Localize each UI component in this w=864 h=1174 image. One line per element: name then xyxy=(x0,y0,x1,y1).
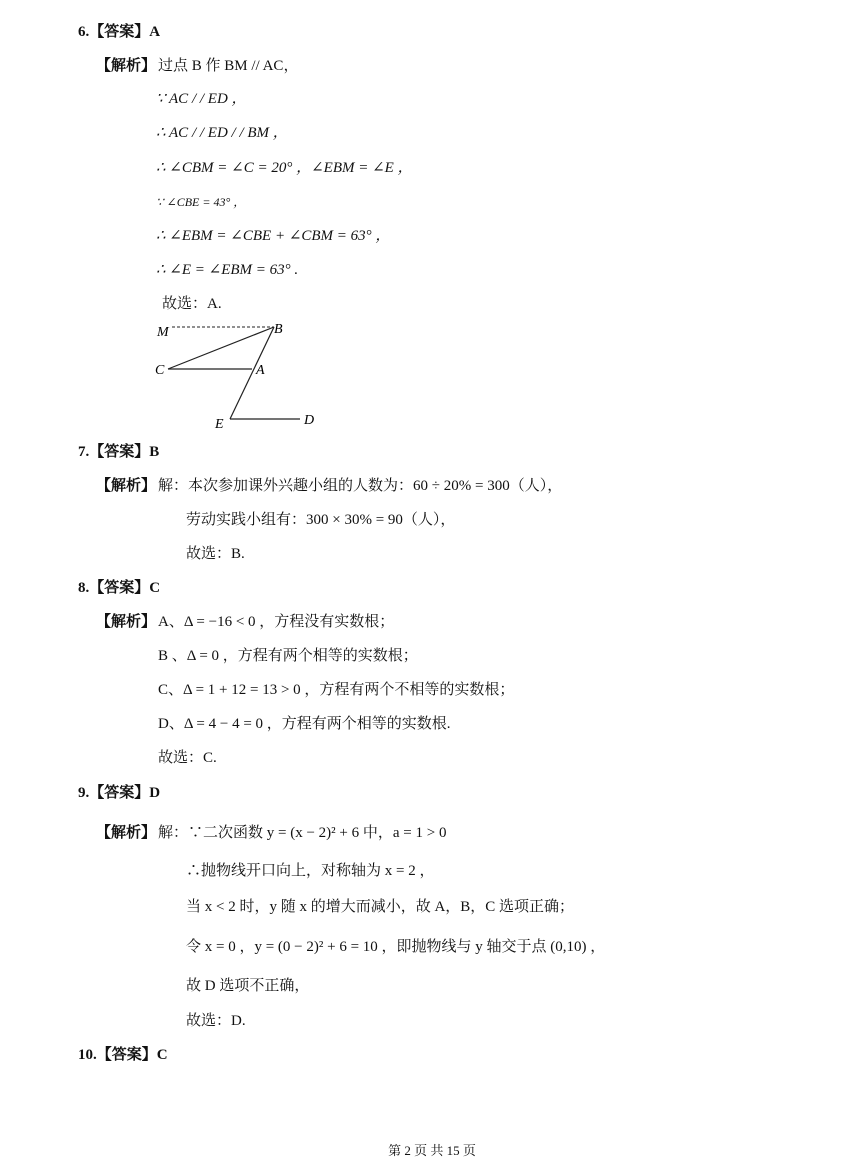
q6-line-1: 过点 B 作 BM // AC， xyxy=(158,58,299,74)
q7-line-1: 解：本次参加课外兴趣小组的人数为：60 ÷ 20% = 300（人）， xyxy=(158,478,563,494)
label-A: A xyxy=(256,363,265,378)
q6-line-6: ∴ ∠EBM = ∠CBE + ∠CBM = 63° ， xyxy=(156,228,391,244)
q6-answer-header: 6.【答案】A xyxy=(78,24,161,40)
label-D: D xyxy=(304,413,315,428)
q8-line-2: B 、Δ = 0 ，方程有两个相等的实数根； xyxy=(158,648,418,664)
q8-analysis-label: 【解析】 xyxy=(96,614,157,630)
q9-line-1: 解：∵二次函数 y = (x − 2)² + 6 中，a = 1 > 0 xyxy=(158,825,447,841)
q7-line-3: 故选：B. xyxy=(186,546,245,562)
q10-answer-header: 10.【答案】C xyxy=(78,1047,168,1063)
q8-line-4: D、Δ = 4 − 4 = 0 ，方程有两个相等的实数根. xyxy=(158,716,451,732)
q7-analysis-label: 【解析】 xyxy=(96,478,157,494)
page-footer: 第 2 页 共 15 页 xyxy=(388,1143,476,1158)
q9-line-2: ∴抛物线开口向上，对称轴为 x = 2 ， xyxy=(186,863,435,879)
q8-answer-header: 8.【答案】C xyxy=(78,580,161,596)
q8-line-5: 故选：C. xyxy=(158,750,217,766)
q9-line-3: 当 x < 2 时，y 随 x 的增大而减小，故 A，B，C 选项正确； xyxy=(186,899,575,915)
q7-answer-header: 7.【答案】B xyxy=(78,444,160,460)
q8-line-1: A、Δ = −16 < 0 ，方程没有实数根； xyxy=(158,614,395,630)
q6-line-8: 故选：A. xyxy=(162,296,222,312)
q9-analysis-label: 【解析】 xyxy=(96,825,157,841)
q9-answer-header: 9.【答案】D xyxy=(78,785,161,801)
q6-line-5: ∵ ∠CBE = 43° ， xyxy=(156,195,246,209)
segment-BE xyxy=(230,327,274,419)
q9-line-4: 令 x = 0 ，y = (0 − 2)² + 6 = 10 ，即抛物线与 y 轴交于点 (0,10) ， xyxy=(186,939,606,955)
q6-line-7: ∴ ∠E = ∠EBM = 63° . xyxy=(156,262,299,278)
q9-line-6: 故选：D. xyxy=(186,1013,246,1029)
q9-line-5: 故 D 选项不正确， xyxy=(186,978,310,994)
label-E: E xyxy=(215,417,224,432)
label-C: C xyxy=(155,363,165,378)
label-B: B xyxy=(274,322,283,337)
q8-line-3: C、Δ = 1 + 12 = 13 > 0 ，方程有两个不相等的实数根； xyxy=(158,682,515,698)
geometry-figure xyxy=(150,318,330,432)
q6-line-4: ∴ ∠CBM = ∠C = 20° ，∠EBM = ∠E ， xyxy=(156,160,413,176)
q6-line-3: ∴ AC / / ED / / BM ， xyxy=(156,125,288,141)
q7-line-2: 劳动实践小组有：300 × 30% = 90（人）， xyxy=(186,512,456,528)
q6-analysis-label: 【解析】 xyxy=(96,58,157,74)
label-M: M xyxy=(157,325,169,340)
q6-line-2: ∵ AC / / ED ， xyxy=(156,91,247,107)
